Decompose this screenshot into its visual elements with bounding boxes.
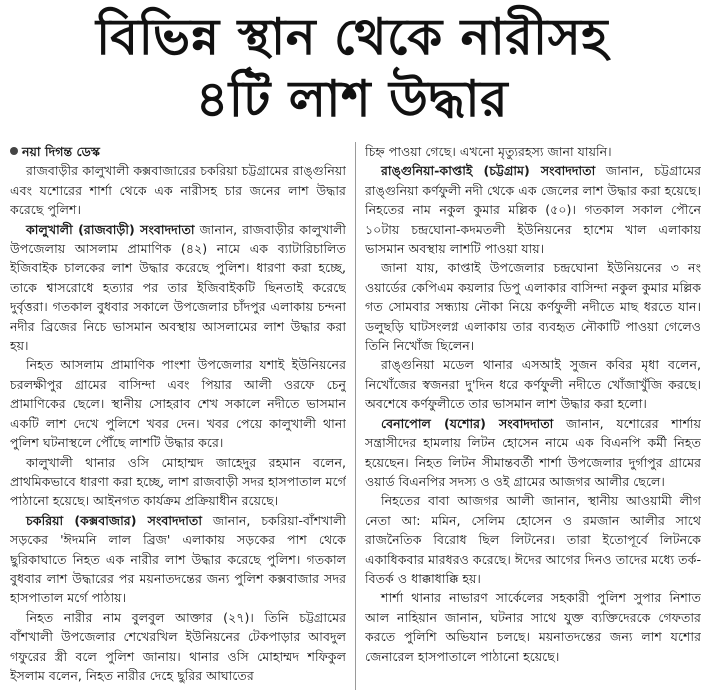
chakaria-dateline: চকরিয়া (কক্সবাজার) সংবাদদাতা bbox=[26, 512, 203, 528]
father-statement-paragraph: নিহতের বাবা আজগর আলী জানান, স্থানীয় আওয়ামী লীগ নেতা আ: মমিন, সেলিম হোসেন ও রমজান আলীর সাথে রাজনৈতিক বিরোধ ছিল লিটনের। তারা ইতোপূর্বে লিটনকে একাধিকবার মারধরও করেছে। ঈদের আগের দিনও তাদের মধ্যে তর্ক-বিতর্ক ও ধাক্কাধাক্কি হয়। bbox=[365, 493, 701, 586]
benapole-text: জানান, যশোরের শার্শায় সন্ত্রাসীদের হামলায় লিটন হোসেন নামে এক বিএনপি কর্মী নিহত হয়েছেন। নিহত লিটন সীমান্তবর্তী শার্শা উপজেলার দুর্গাপুর গ্রামের ওয়ার্ড বিএনপির সদস্য ও ওই গ্রামের আজগর আলীর ছেলে। bbox=[365, 415, 701, 489]
benapole-paragraph bbox=[365, 414, 701, 492]
chakaria-paragraph bbox=[10, 511, 346, 608]
intro-paragraph: রাজবাড়ীর কালুখালী কক্সবাজারের চকরিয়া চট্টগ্রামের রাঙ্গুনিয়া এবং যশোরের শার্শা থেকে এক নারীসহ চার জনের লাশ উদ্ধার করেছে পুলিশ। bbox=[10, 163, 346, 218]
rangunia-text: জানান, চট্টগ্রামের রাঙ্গুনিয়া কর্ণফুলী নদী থেকে এক জেলের লাশ উদ্ধার করা হয়েছে। নিহতের নাম নকুল কুমার মল্লিক (৫০)। গতকাল সকাল পৌনে ১০টায় চন্দ্রঘোনা-কদমতলী ইউনিয়নের হাশেম খাল এলাকায় ভাসমান অবস্থায় লাশটি পাওয়া যায়। bbox=[365, 163, 701, 257]
byline: নয়া দিগন্ত ডেস্ক bbox=[22, 144, 100, 159]
headline bbox=[0, 6, 704, 130]
continuation-paragraph: চিহ্ন পাওয়া গেছে। এখনো মৃত্যুরহস্য জানা যায়নি। bbox=[365, 144, 612, 159]
victim-details-paragraph: নিহত আসলাম প্রামাণিক পাংশা উপজেলার যশাই ইউনিয়নের চরলক্ষীপুর গ্রামের বাসিন্দা এবং পিয়ার আলী ওরফে চেনু প্রামাণিকের ছেলে। স্থানীয় সোহরাব শেখ সকালে নদীতে ভাসমান একটি লাশ দেখে পুলিশে খবর দেন। খবর পেয়ে কালুখালী থানা পুলিশ ঘটনাস্থলে পৌঁছে লাশটি উদ্ধার করে। bbox=[10, 357, 346, 451]
si-statement-paragraph: রাঙ্গুনিয়া মডেল থানার এসআই সুজন কবির মৃধা বলেন, নিখোঁজের স্বজনরা দু'দিন ধরে কর্ণফুলী নদীতে খোঁজাখুঁজি করছে। অবশেষে কর্ণফুলীতে তার ভাসমান লাশ উদ্ধার করা হলো। bbox=[365, 357, 701, 412]
rangunia-dateline: রাঙ্গুনিয়া-কাপ্তাই (চট্টগ্রাম) সংবাদদাতা bbox=[381, 163, 596, 179]
headline-line-1: বিভিন্ন স্থান থেকে নারীসহ bbox=[95, 8, 609, 66]
kalukhali-dateline: কালুখালী (রাজবাড়ী) সংবাদদাতা bbox=[26, 221, 195, 237]
asp-statement-paragraph: শার্শা থানার নাভারণ সার্কেলের সহকারী পুলিশ সুপার নিশাত আল নাহিয়ান জানান, ঘটনার সাথে যুক্ত ব্যক্তিদেরকে গেফতার করতে পুলিশি অভিযান চলছে। ময়নাতদন্তের জন্য লাশ যশোর জেনারেল হাসপাতালে পাঠানো হয়েছে। bbox=[365, 590, 701, 664]
bullet-icon bbox=[10, 147, 18, 155]
byline-paragraph bbox=[10, 142, 346, 161]
right-column bbox=[365, 142, 701, 694]
benapole-dateline: বেনাপোল (যশোর) সংবাদদাতা bbox=[381, 415, 554, 431]
headline-line-2: ৪টি লাশ উদ্ধার bbox=[195, 70, 509, 128]
fisherman-paragraph: জানা যায়, কাপ্তাই উপজেলার চন্দ্রঘোনা ইউনিয়নের ৩ নং ওয়ার্ডের কেপিএম কয়লার ডিপু এলাকার বাসিন্দা নকুল কুমার মল্লিক গত সোমবার সন্ধ্যায় নৌকা নিয়ে কর্ণফুলী নদীতে মাছ ধরতে যান। ডলুছড়ি ঘাটসংলগ্ন এলাকায় তার ব্যবহৃত নৌকাটি পাওয়া গেলেও তিনি নিখোঁজ ছিলেন। bbox=[365, 260, 701, 354]
kalukhali-paragraph bbox=[10, 220, 346, 356]
left-column bbox=[10, 142, 346, 694]
woman-victim-paragraph: নিহত নারীর নাম বুলবুল আক্তার (২৭)। তিনি চট্টগ্রামের বাঁশখালী উপজেলার শেখেরখিল ইউনিয়নের টেকপাড়ার আবদুল গফুরের স্ত্রী বলে পুলিশ জানায়। থানার ওসি মোহাম্মদ শফিকুল ইসলাম বলেন, নিহত নারীর দেহে ছুরির আঘাতের bbox=[10, 609, 346, 683]
column-divider bbox=[355, 142, 356, 690]
kalukhali-text: জানান, রাজবাড়ীর কালুখালী উপজেলায় আসলাম প্রামাণিক (৪২) নামে এক ব্যাটারিচালিত ইজিবাইক চালকের লাশ উদ্ধার করেছে পুলিশ। ধারণা করা হচ্ছে, তাকে শ্বাসরোধে হত্যার পর তার ইজিবাইকটি ছিনতাই করেছে দুর্বৃত্তরা। গতকাল বুধবার সকালে উপজেলার চাঁদপুর এলাকায় চন্দনা নদীর ব্রিজের নিচে ভাসমান অবস্থায় আসলামের লাশ উদ্ধার করা হয়। bbox=[10, 221, 346, 354]
rangunia-paragraph bbox=[365, 161, 701, 258]
police-statement-paragraph: কালুখালী থানার ওসি মোহাম্মদ জাহেদুর রহমান বলেন, প্রাথমিকভাবে ধারণা করা হচ্ছে, লাশ রাজবাড়ী সদর হাসপাতাল মর্গে পাঠানো হয়েছে। আইনগত কার্যক্রম প্রক্রিয়াধীন রয়েছে। bbox=[10, 454, 346, 509]
chakaria-text: জানান, চকরিয়া-বাঁশখালী সড়কের 'ঈদমনি লাল ব্রিজ' এলাকায় সড়কের পাশ থেকে ছুরিকাঘাতে নিহত এক নারীর লাশ উদ্ধার করেছে পুলিশ। গতকাল বুধবার লাশ উদ্ধারের পর ময়নাতদন্তের জন্য পুলিশ কক্সবাজার সদর হাসপাতাল মর্গে পাঠায়। bbox=[10, 512, 346, 606]
